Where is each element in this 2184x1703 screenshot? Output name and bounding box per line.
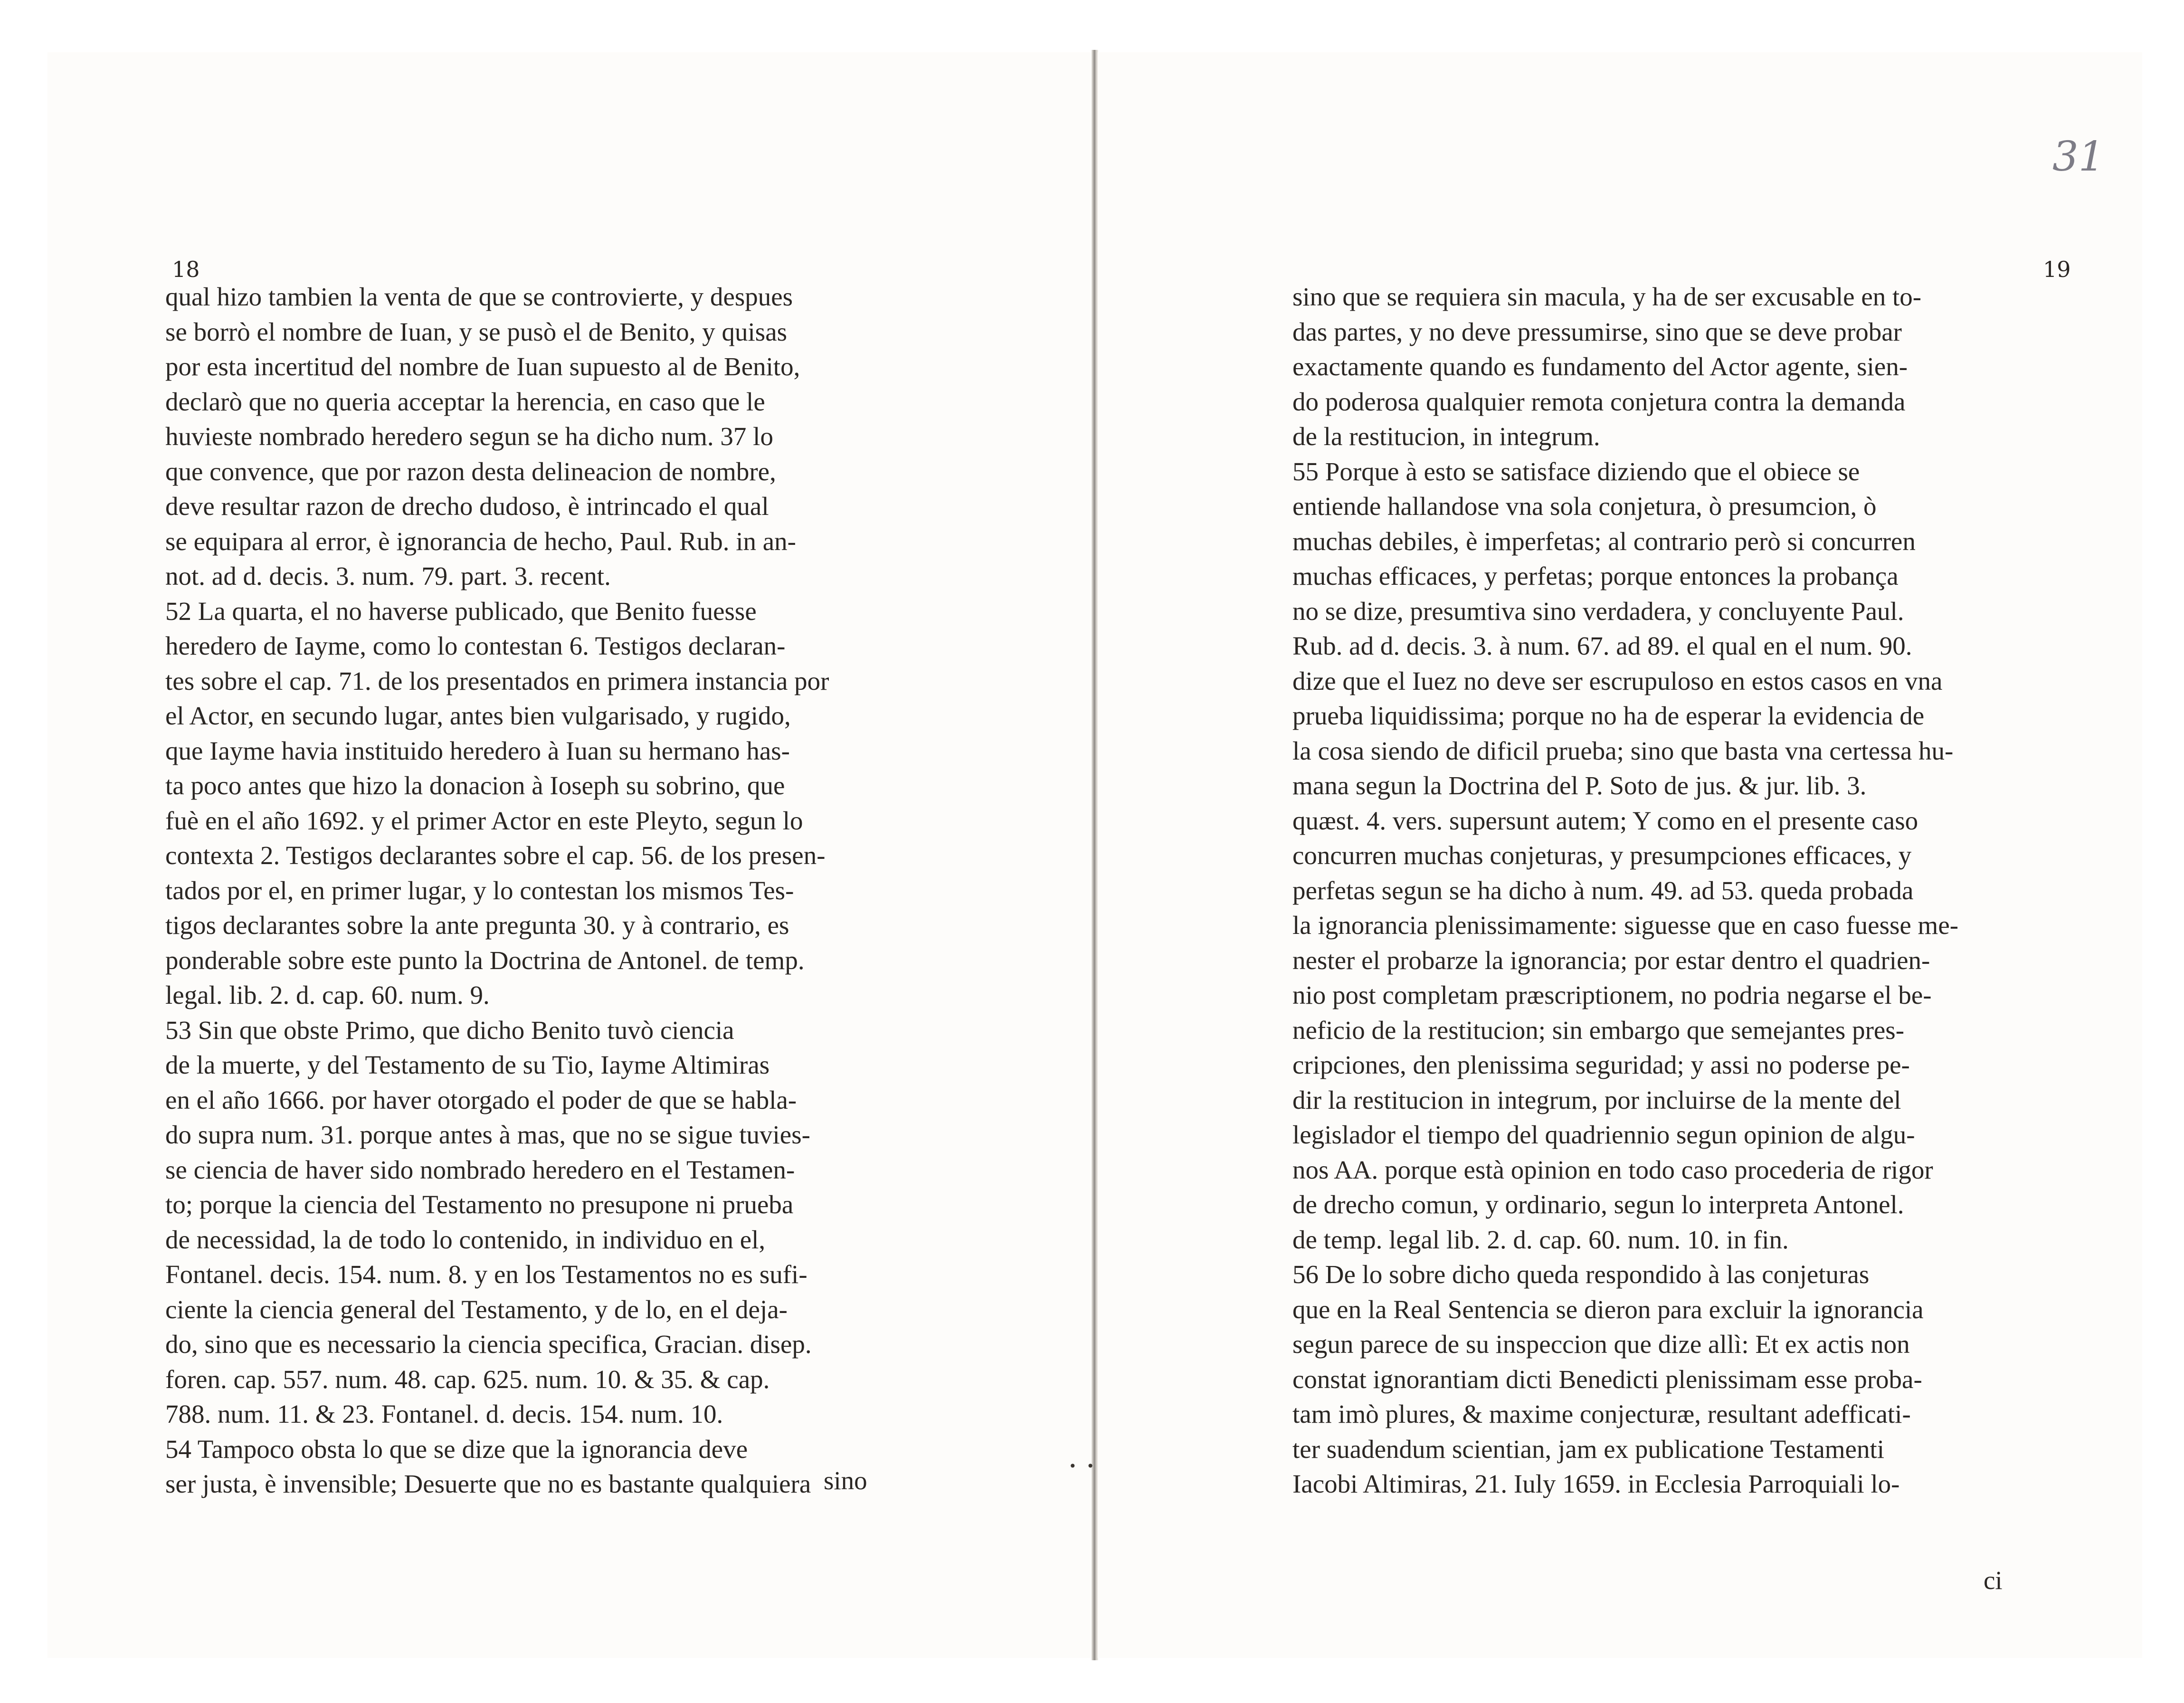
right-text-line: prueba liquidissima; porque no ha de esperar la evidencia de: [1292, 701, 1925, 730]
left-text-line: legal. lib. 2. d. cap. 60. num. 9.: [165, 980, 490, 1009]
left-text-line: tes sobre el cap. 71. de los presentados en primera instancia por: [165, 666, 829, 695]
page-number-right: 19: [2043, 257, 2071, 282]
right-text-line: de drecho comun, y ordinario, segun lo interpreta Antonel.: [1292, 1190, 1904, 1219]
left-text-line: 788. num. 11. & 23. Fontanel. d. decis. 154. num. 10.: [165, 1399, 723, 1428]
right-text-line: segun parece de su inspeccion que dize allì: Et ex actis non: [1292, 1330, 1910, 1359]
left-text-line: se borrò el nombre de Iuan, y se pusò el de Benito, y quisas: [165, 317, 788, 346]
left-text-line: de la muerte, y del Testamento de su Tio, Iayme Altimiras: [165, 1050, 770, 1079]
right-text-line: concurren muchas conjeturas, y presumpciones efficaces, y: [1292, 841, 1912, 870]
right-text-line: de temp. legal lib. 2. d. cap. 60. num. 10. in fin.: [1292, 1225, 1789, 1254]
left-text-line: el Actor, en secundo lugar, antes bien vulgarisado, y rugido,: [165, 701, 791, 730]
left-text-line: ser justa, è invensible; Desuerte que no es bastante qualquiera: [165, 1469, 811, 1498]
right-text-line: Rub. ad d. decis. 3. à num. 67. ad 89. el qual en el num. 90.: [1292, 631, 1912, 660]
right-text-line: exactamente quando es fundamento del Actor agente, sien-: [1292, 352, 1908, 381]
right-text-line: Iacobi Altimiras, 21. Iuly 1659. in Ecclesia Parroquiali lo-: [1292, 1469, 1900, 1498]
left-text-line: se equipara al error, è ignorancia de hecho, Paul. Rub. in an-: [165, 526, 796, 556]
left-page: [47, 52, 1092, 1658]
right-text-line: tam imò plures, & maxime conjecturæ, resultant adefficati-: [1292, 1399, 1911, 1428]
right-text-line: ter suadendum scientian, jam ex publicatione Testamenti: [1292, 1434, 1885, 1464]
right-text-line: muchas debiles, è imperfetas; al contrario però si concurren: [1292, 526, 1916, 556]
left-text-line: que Iayme havia instituido heredero à Iuan su hermano has-: [165, 736, 790, 765]
left-text-line: huvieste nombrado heredero segun se ha dicho num. 37 lo: [165, 422, 773, 451]
right-text-line: nos AA. porque està opinion en todo caso procederia de rigor: [1292, 1155, 1933, 1184]
right-text-line: mana segun la Doctrina del P. Soto de jus. & jur. lib. 3.: [1292, 771, 1867, 800]
left-text-line: de necessidad, la de todo lo contenido, in individuo en el,: [165, 1225, 766, 1254]
right-text-line: que en la Real Sentencia se dieron para excluir la ignorancia: [1292, 1294, 1924, 1324]
right-text-line: quæst. 4. vers. supersunt autem; Y como en el presente caso: [1292, 806, 1918, 835]
right-text-line: sino que se requiera sin macula, y ha de ser excusable en to-: [1292, 282, 1922, 311]
right-text-line: muchas efficaces, y perfetas; porque entonces la probança: [1292, 561, 1899, 590]
right-page: [1097, 52, 2142, 1658]
left-text-line: ta poco antes que hizo la donacion à Ioseph su sobrino, que: [165, 771, 785, 800]
gutter-mark: • •: [1069, 1458, 1097, 1474]
right-text-line: 56 De lo sobre dicho queda respondido à las conjeturas: [1292, 1260, 1870, 1289]
right-text-line: do poderosa qualquier remota conjetura contra la demanda: [1292, 387, 1906, 416]
left-text-line: se ciencia de haver sido nombrado heredero en el Testamen-: [165, 1155, 795, 1184]
left-text-line: to; porque la ciencia del Testamento no presupone ni prueba: [165, 1190, 794, 1219]
right-text-line: de la restitucion, in integrum.: [1292, 422, 1600, 451]
left-text-line: tados por el, en primer lugar, y lo contestan los mismos Tes-: [165, 875, 794, 905]
left-text-line: declarò que no queria acceptar la herencia, en caso que le: [165, 387, 765, 416]
page-number-left: 18: [172, 257, 200, 282]
right-text-line: constat ignorantiam dicti Benedicti plenissimam esse proba-: [1292, 1364, 1922, 1394]
left-text-line: heredero de Iayme, como lo contestan 6. Testigos declaran-: [165, 631, 786, 660]
right-text-line: 55 Porque à esto se satisface diziendo que el obiece se: [1292, 457, 1860, 486]
left-text-line: por esta incertitud del nombre de Iuan supuesto al de Benito,: [165, 352, 800, 381]
right-text-line: nio post completam præscriptionem, no podria negarse el be-: [1292, 980, 1932, 1009]
left-text-line: 52 La quarta, el no haverse publicado, que Benito fuesse: [165, 596, 757, 626]
right-text-line: la ignorancia plenissimamente: siguesse que en caso fuesse me-: [1292, 911, 1959, 940]
left-text-line: tigos declarantes sobre la ante pregunta 30. y à contrario, es: [165, 911, 789, 940]
left-text-line: ponderable sobre este punto la Doctrina de Antonel. de temp.: [165, 945, 805, 975]
left-text-line: do, sino que es necessario la ciencia specifica, Gracian. disep.: [165, 1330, 812, 1359]
right-text-line: cripciones, den plenissima seguridad; y assi no poderse pe-: [1292, 1050, 1910, 1079]
right-text-line: la cosa siendo de dificil prueba; sino que basta vna certessa hu-: [1292, 736, 1954, 765]
right-text-line: perfetas segun se ha dicho à num. 49. ad 53. queda probada: [1292, 875, 1914, 905]
left-text-line: que convence, que por razon desta delineacion de nombre,: [165, 457, 776, 486]
right-text-line: neficio de la restitucion; sin embargo que semejantes pres-: [1292, 1015, 1905, 1045]
left-text-line: contexta 2. Testigos declarantes sobre el cap. 56. de los presen-: [165, 841, 826, 870]
folio-number: 31: [2052, 133, 2105, 181]
left-text-block: [165, 279, 959, 1502]
left-text-line: 54 Tampoco obsta lo que se dize que la ignorancia deve: [165, 1434, 748, 1464]
left-text-line: fuè en el año 1692. y el primer Actor en este Pleyto, segun lo: [165, 806, 803, 835]
left-text-line: do supra num. 31. porque antes à mas, que no se sigue tuvies-: [165, 1120, 810, 1149]
left-text-line: 53 Sin que obste Primo, que dicho Benito tuvò ciencia: [165, 1015, 734, 1045]
left-text-line: en el año 1666. por haver otorgado el poder de que se habla-: [165, 1085, 797, 1114]
right-text-line: legislador el tiempo del quadriennio segun opinion de algu-: [1292, 1120, 1915, 1149]
right-text-line: dir la restitucion in integrum, por incluirse de la mente del: [1292, 1085, 1901, 1114]
right-text-line: nester el probarze la ignorancia; por estar dentro el quadrien-: [1292, 945, 1930, 975]
right-text-block: [1292, 279, 2081, 1502]
left-text-line: Fontanel. decis. 154. num. 8. y en los Testamentos no es sufi-: [165, 1260, 807, 1289]
left-text-line: ciente la ciencia general del Testamento, y de lo, en el deja-: [165, 1294, 788, 1324]
right-text-line: no se dize, presumtiva sino verdadera, y concluyente Paul.: [1292, 596, 1904, 626]
catchword-right: ci: [1984, 1566, 2003, 1595]
right-text-line: entiende hallandose vna sola conjetura, ò presumcion, ò: [1292, 492, 1877, 521]
left-text-line: qual hizo tambien la venta de que se controvierte, y despues: [165, 282, 793, 311]
right-text-line: dize que el Iuez no deve ser escrupuloso en estos casos en vna: [1292, 666, 1943, 695]
right-text-line: das partes, y no deve pressumirse, sino que se deve probar: [1292, 317, 1902, 346]
left-text-line: foren. cap. 557. num. 48. cap. 625. num. 10. & 35. & cap.: [165, 1364, 770, 1394]
left-text-line: deve resultar razon de drecho dudoso, è intrincado el qual: [165, 492, 769, 521]
left-text-line: not. ad d. decis. 3. num. 79. part. 3. recent.: [165, 561, 611, 590]
catchword-left: sino: [824, 1466, 867, 1495]
